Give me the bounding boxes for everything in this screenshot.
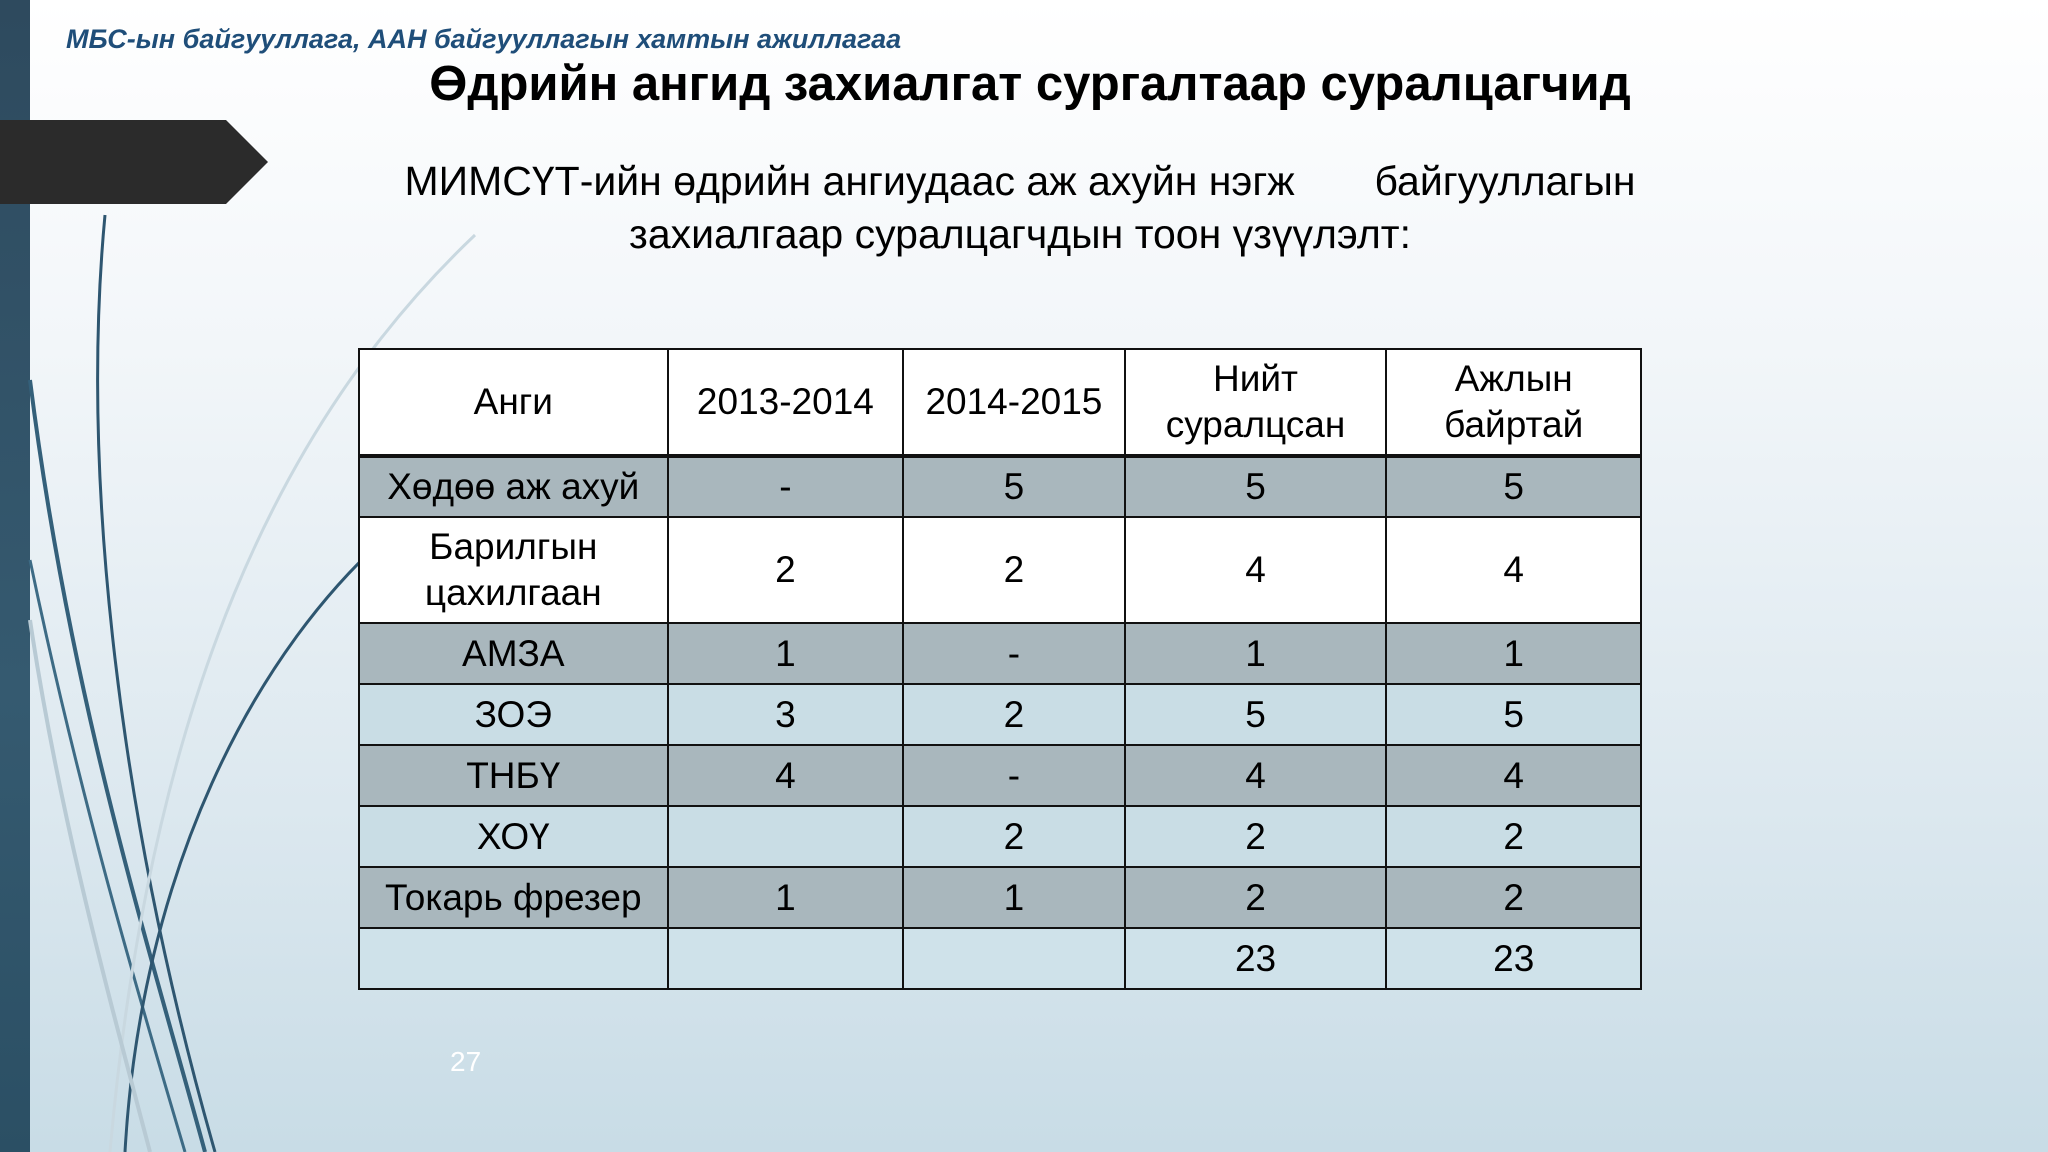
table-row xyxy=(359,806,1641,867)
page-number: 27 xyxy=(450,1046,482,1077)
header-employed: Ажлын байртай xyxy=(1386,349,1641,456)
subtitle-line-1: МИМСҮТ-ийн өдрийн ангиудаас аж ахуйн нэгж байгууллагын xyxy=(404,158,1636,204)
table-row xyxy=(359,623,1641,684)
table-cell: 2 xyxy=(668,517,904,623)
slide-title: Өдрийн ангид захиалгат сургалтаар суралцагчид xyxy=(429,57,1631,111)
table-cell: 2 xyxy=(1386,867,1641,928)
header-total-studied: Нийт суралцсан xyxy=(1125,349,1387,456)
table-row-total xyxy=(359,928,1641,989)
table-cell: 5 xyxy=(1125,456,1387,517)
header-2013-2014: 2013-2014 xyxy=(668,349,904,456)
table-cell: 2 xyxy=(1125,806,1387,867)
table-cell xyxy=(359,928,668,989)
table-cell: 5 xyxy=(1386,456,1641,517)
table-cell: Токарь фрезер xyxy=(359,867,668,928)
table-cell: 1 xyxy=(668,623,904,684)
table-cell: 2 xyxy=(1125,867,1387,928)
arrow-tab-shape xyxy=(0,120,268,204)
table-cell: Барилгын цахилгаан xyxy=(359,517,668,623)
table-row xyxy=(359,456,1641,517)
table-cell: 23 xyxy=(1386,928,1641,989)
table-cell: - xyxy=(903,745,1124,806)
header-class: Анги xyxy=(359,349,668,456)
table-cell xyxy=(903,928,1124,989)
slide-subtitle xyxy=(340,155,1700,261)
table-cell xyxy=(668,928,904,989)
table-cell: 4 xyxy=(1386,745,1641,806)
header-2014-2015: 2014-2015 xyxy=(903,349,1124,456)
table-cell: 4 xyxy=(1125,745,1387,806)
table-row xyxy=(359,867,1641,928)
table-cell: 23 xyxy=(1125,928,1387,989)
table-cell: 4 xyxy=(668,745,904,806)
table-cell: 1 xyxy=(1125,623,1387,684)
subtitle-line-2: захиалгаар суралцагчдын тоон үзүүлэлт: xyxy=(629,211,1411,257)
table-cell: 2 xyxy=(903,517,1124,623)
table-cell: 5 xyxy=(1386,684,1641,745)
table-cell: 2 xyxy=(903,684,1124,745)
table-cell: ТНБҮ xyxy=(359,745,668,806)
table-cell: 4 xyxy=(1386,517,1641,623)
table-cell: АМЗА xyxy=(359,623,668,684)
table-header-row xyxy=(359,349,1641,456)
table-cell: 5 xyxy=(1125,684,1387,745)
table-cell: 2 xyxy=(1386,806,1641,867)
students-table xyxy=(358,348,1642,990)
table-cell: 2 xyxy=(903,806,1124,867)
table-cell: ЗОЭ xyxy=(359,684,668,745)
table-cell: 4 xyxy=(1125,517,1387,623)
table-row xyxy=(359,684,1641,745)
table-cell: 1 xyxy=(1386,623,1641,684)
table-cell: 5 xyxy=(903,456,1124,517)
table-cell: Хөдөө аж ахуй xyxy=(359,456,668,517)
table-cell: ХОҮ xyxy=(359,806,668,867)
table-cell: 1 xyxy=(668,867,904,928)
table-cell: 3 xyxy=(668,684,904,745)
table-row xyxy=(359,745,1641,806)
table-cell: - xyxy=(668,456,904,517)
table-cell xyxy=(668,806,904,867)
table-cell: 1 xyxy=(903,867,1124,928)
organization-line: МБС-ын байгууллага, ААН байгууллагын хамтын ажиллагаа xyxy=(66,24,902,54)
table-row xyxy=(359,517,1641,623)
table-cell: - xyxy=(903,623,1124,684)
